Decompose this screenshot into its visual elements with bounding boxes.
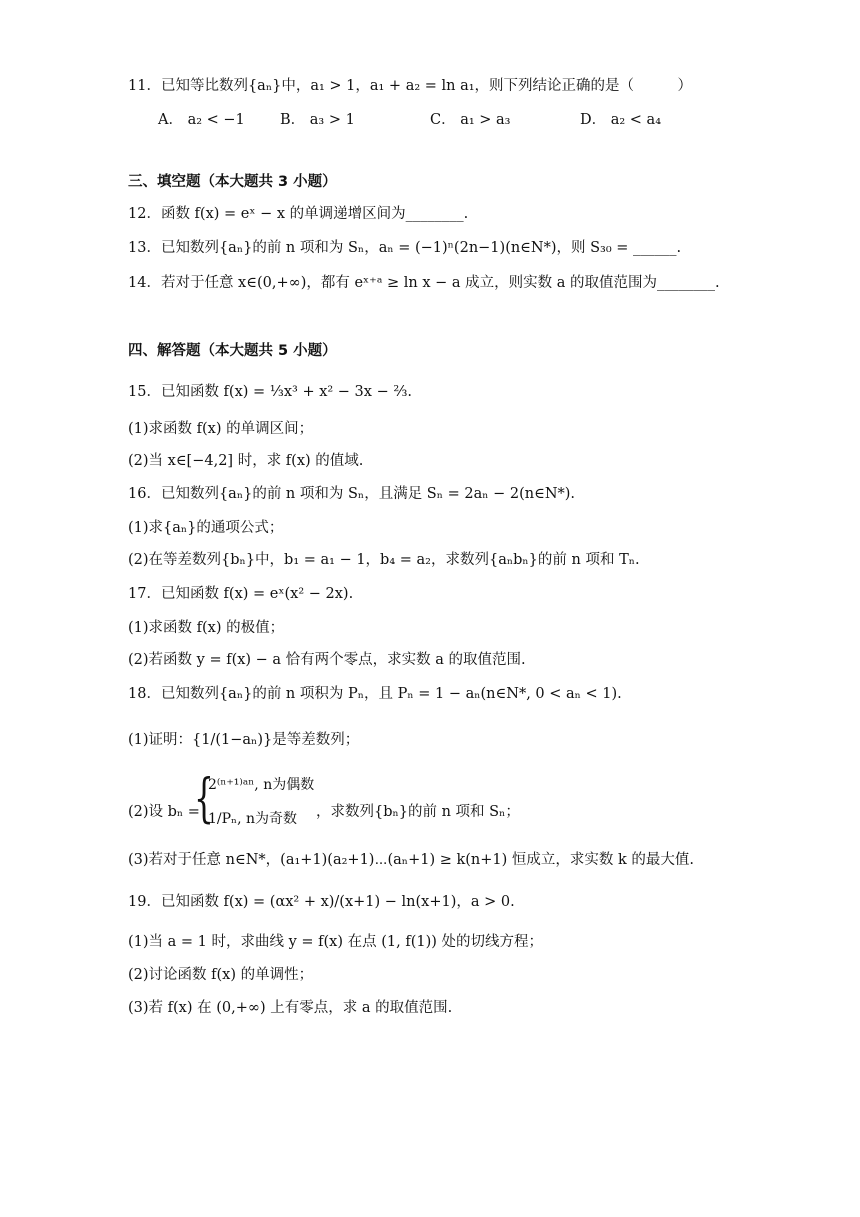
q19-part2: (2)讨论函数 f(x) 的单调性； bbox=[128, 967, 314, 983]
q15-part2: (2)当 x∈[−4,2] 时，求 f(x) 的值域. bbox=[128, 453, 364, 469]
q12: 12．函数 f(x) = eˣ − x 的单调递增区间为________. bbox=[128, 206, 469, 222]
q17-stem: 17．已知函数 f(x) = eˣ(x² − 2x). bbox=[128, 586, 354, 602]
q13: 13．已知数列{aₙ}的前 n 项和为 Sₙ，aₙ = (−1)ⁿ(2n−1)(n∈N*)，则 S₃₀ = ______. bbox=[128, 240, 682, 256]
q16-part1: (1)求{aₙ}的通项公式； bbox=[128, 520, 284, 536]
q18-stem: 18．已知数列{aₙ}的前 n 项积为 Pₙ，且 Pₙ = 1 − aₙ(n∈N*, 0 < aₙ < 1). bbox=[128, 686, 622, 702]
q18-part1: (1)证明：{1/(1−aₙ)}是等差数列； bbox=[128, 732, 360, 748]
q17-part1: (1)求函数 f(x) 的极值； bbox=[128, 620, 285, 636]
q19-part3: (3)若 f(x) 在 (0,+∞) 上有零点，求 a 的取值范围. bbox=[128, 1000, 453, 1016]
q18-part2-case1: 2⁽ⁿ⁺¹⁾ᵃⁿ, n为偶数 bbox=[208, 777, 315, 793]
piecewise-brace: { bbox=[194, 769, 214, 829]
section-4-title: 四、解答题（本大题共 5 小题） bbox=[128, 343, 337, 359]
q19-stem: 19．已知函数 f(x) = (αx² + x)/(x+1) − ln(x+1)，a > 0. bbox=[128, 894, 515, 910]
q14: 14．若对于任意 x∈(0,+∞)，都有 eˣ⁺ᵃ ≥ ln x − a 成立，则实数 a 的取值范围为________. bbox=[128, 275, 720, 291]
q11-stem: 11．已知等比数列{aₙ}中，a₁ > 1，a₁ + a₂ = ln a₁，则下列结论正确的是（ ） bbox=[128, 78, 693, 94]
q19-part1: (1)当 a = 1 时，求曲线 y = f(x) 在点 (1, f(1)) 处的切线方程； bbox=[128, 934, 544, 950]
q11-option-c: C． a₁ > a₃ bbox=[430, 112, 511, 128]
section-3-title: 三、填空题（本大题共 3 小题） bbox=[128, 174, 337, 190]
q16-part2: (2)在等差数列{bₙ}中，b₁ = a₁ − 1，b₄ = a₂，求数列{aₙbₙ}的前 n 项和 Tₙ. bbox=[128, 552, 640, 568]
q17-part2: (2)若函数 y = f(x) − a 恰有两个零点，求实数 a 的取值范围. bbox=[128, 652, 526, 668]
q18-part2-case2: 1/Pₙ, n为奇数 bbox=[208, 811, 298, 827]
q18-part3: (3)若对于任意 n∈N*，(a₁+1)(a₂+1)⋯(aₙ+1) ≥ k(n+1) 恒成立，求实数 k 的最大值. bbox=[128, 852, 695, 868]
q15-stem: 15．已知函数 f(x) = ⅓x³ + x² − 3x − ⅔. bbox=[128, 384, 412, 400]
q15-part1: (1)求函数 f(x) 的单调区间； bbox=[128, 421, 314, 437]
q18-part2-suffix: ，求数列{bₙ}的前 n 项和 Sₙ； bbox=[316, 804, 520, 820]
q11-option-b: B． a₃ > 1 bbox=[280, 112, 355, 128]
q11-option-d: D． a₂ < a₄ bbox=[580, 112, 662, 128]
q16-stem: 16．已知数列{aₙ}的前 n 项和为 Sₙ，且满足 Sₙ = 2aₙ − 2(n∈N*). bbox=[128, 486, 576, 502]
q18-part2-prefix: (2)设 bₙ = bbox=[128, 804, 200, 820]
q11-option-a: A． a₂ < −1 bbox=[158, 112, 245, 128]
